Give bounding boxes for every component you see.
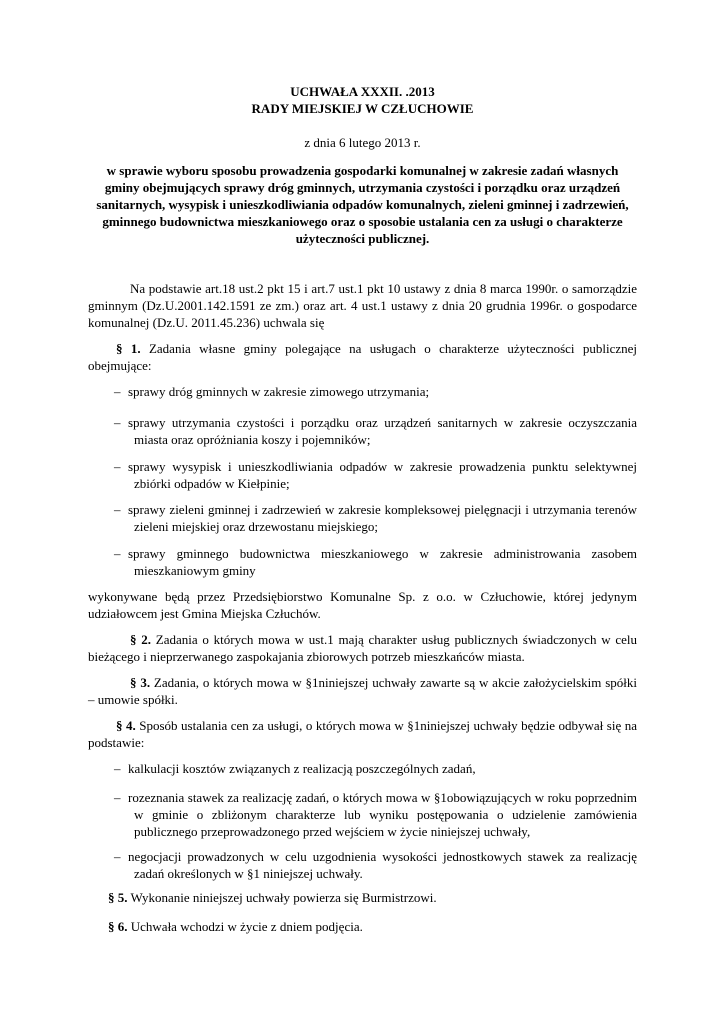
list-item-text: sprawy wysypisk i unieszkodliwiania odpadów w zakresie prowadzenia punktu selektywnej zbiórki odpadów w Kiełpinie;	[128, 459, 637, 491]
list-item-text: sprawy zieleni gminnej i zadrzewień w zakresie kompleksowej pielęgnacji i utrzymania terenów zieleni miejskiej oraz drzewostanu miejskiego;	[128, 502, 637, 534]
section-1-text: Zadania własne gminy polegające na usługach o charakterze użyteczności publicznej obejmujące:	[88, 341, 637, 373]
section-2-label: § 2.	[130, 632, 152, 647]
section-3	[88, 674, 637, 708]
dash-bullet: –	[114, 790, 121, 805]
dash-bullet: –	[114, 459, 121, 474]
section-2-text: Zadania o których mowa w ust.1 mają charakter usług publicznych świadczonych w celu bieżącego i nieprzerwanego zaspokajania zbiorowych potrzeb mieszkańców miasta.	[88, 632, 638, 664]
list-item-text: sprawy dróg gminnych w zakresie zimowego utrzymania;	[128, 384, 430, 399]
dash-bullet: –	[114, 546, 121, 561]
list-item	[114, 545, 637, 579]
list-item	[114, 789, 637, 840]
section-6	[88, 918, 637, 935]
section-4-text: Sposób ustalania cen za usługi, o których mowa w §1niniejszej uchwały będzie odbywał się na podstawie:	[88, 718, 637, 750]
list-item	[114, 760, 637, 777]
section-3-label: § 3.	[130, 675, 151, 690]
list-item	[114, 458, 637, 492]
resolution-title: UCHWAŁA XXXII. .2013	[290, 84, 435, 99]
section-5-label: § 5.	[108, 890, 128, 905]
list-item	[114, 848, 637, 882]
section-5	[88, 889, 637, 906]
section-1-label: § 1.	[116, 341, 141, 356]
council-name: RADY MIEJSKIEJ W CZŁUCHOWIE	[251, 101, 474, 116]
list-item	[114, 501, 637, 535]
resolution-subject: w sprawie wyboru sposobu prowadzenia gospodarki komunalnej w zakresie zadań własnych gminy obejmujących sprawy dróg gminnych, utrzymania czystości i porządku oraz urządzeń sanitarnych, wysypisk i unieszkodliwiania odpadów komunalnych, zieleni gminnej i zadrzewień, gminnego budownictwa mieszkaniowego oraz o sposobie ustalania cen za usługi o charakterze użyteczności publicznej.	[96, 163, 629, 246]
preamble: Na podstawie art.18 ust.2 pkt 15 i art.7 ust.1 pkt 10 ustawy z dnia 8 marca 1990r. o samorządzie gminnym (Dz.U.2001.142.1591 ze zm.) oraz art. 4 ust.1 ustawy z dnia 20 grudnia 1996r. o gospodarce komunalnej (Dz.U. 2011.45.236) uchwala się	[88, 281, 637, 330]
list-item-text: rozeznania stawek za realizację zadań, o których mowa w §1obowiązujących w roku poprzednim w gminie o zbliżonym charakterze lub wyniku postępowania o udzielenie zamówienia publicznego przeprowadzonego przed wejściem w życie niniejszej uchwały,	[128, 790, 637, 839]
list-item-text: sprawy gminnego budownictwa mieszkaniowego w zakresie administrowania zasobem mieszkaniowym gminy	[128, 546, 637, 578]
section-1-closing: wykonywane będą przez Przedsiębiorstwo Komunalne Sp. z o.o. w Człuchowie, której jedynym udziałowcem jest Gmina Miejska Człuchów.	[88, 589, 637, 621]
section-4-intro	[88, 717, 637, 751]
list-item-text: negocjacji prowadzonych w celu uzgodnienia wysokości jednostkowych stawek za realizację zadań określonych w §1 niniejszej uchwały.	[128, 849, 637, 881]
section-6-text: Uchwała wchodzi w życie z dniem podjęcia.	[127, 919, 363, 934]
dash-bullet: –	[114, 384, 121, 399]
section-1-intro	[88, 340, 637, 374]
section-6-label: § 6.	[108, 919, 128, 934]
section-3-text: Zadania, o których mowa w §1niniejszej uchwały zawarte są w akcie założycielskim spółki – umowie spółki.	[88, 675, 638, 707]
list-item-text: sprawy utrzymania czystości i porządku oraz urządzeń sanitarnych w zakresie oczyszczania miasta oraz opróżniania koszy i pojemników;	[128, 415, 637, 447]
section-5-text: Wykonanie niniejszej uchwały powierza się Burmistrzowi.	[127, 890, 437, 905]
list-item	[114, 414, 637, 448]
dash-bullet: –	[114, 415, 121, 430]
list-item-text: kalkulacji kosztów związanych z realizacją poszczególnych zadań,	[128, 761, 476, 776]
dash-bullet: –	[114, 502, 121, 517]
section-4-label: § 4.	[116, 718, 136, 733]
dash-bullet: –	[114, 761, 121, 776]
dash-bullet: –	[114, 849, 121, 864]
resolution-date: z dnia 6 lutego 2013 r.	[304, 135, 421, 150]
section-2	[88, 631, 637, 665]
list-item	[114, 383, 637, 400]
